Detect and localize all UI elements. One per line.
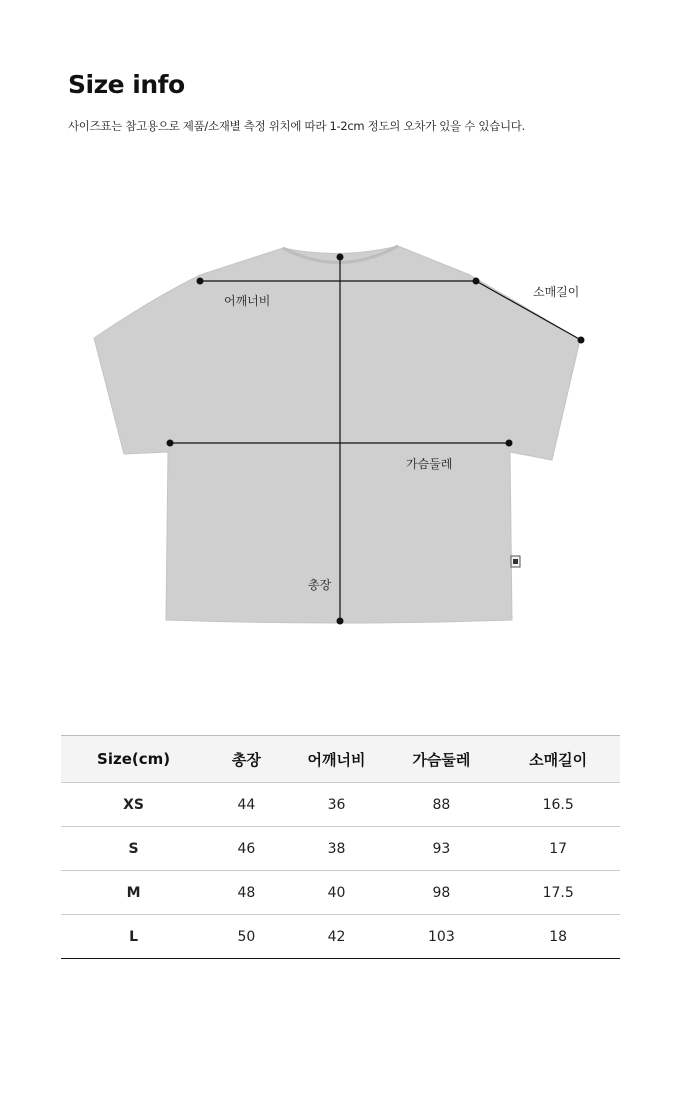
- length-cell: 44: [206, 783, 286, 827]
- chest-right-point: [506, 440, 513, 447]
- header-chest: 가슴둘레: [386, 736, 496, 783]
- size-cell: S: [61, 827, 206, 871]
- length-label: 총장: [308, 578, 332, 592]
- table-row: [61, 915, 620, 959]
- length-cell: 50: [206, 915, 286, 959]
- size-table: [61, 735, 620, 959]
- length-cell: 46: [206, 827, 286, 871]
- chest-cell: 93: [386, 827, 496, 871]
- tshirt-illustration: [94, 246, 580, 623]
- page-title: Size info: [68, 70, 185, 99]
- tshirt-measurement-diagram: [0, 230, 680, 650]
- shoulder-cell: 42: [287, 915, 387, 959]
- chest-label: 가슴둘레: [406, 457, 453, 471]
- size-note: 사이즈표는 참고용으로 제품/소재별 측정 위치에 따라 1-2cm 정도의 오차가 있을 수 있습니다.: [68, 119, 525, 133]
- sleeve-label: 소매길이: [533, 285, 580, 299]
- shoulder-cell: 38: [287, 827, 387, 871]
- shoulder-cell: 40: [287, 871, 387, 915]
- size-cell: XS: [61, 783, 206, 827]
- chest-cell: 103: [386, 915, 496, 959]
- sleeve-cell: 16.5: [496, 783, 620, 827]
- header-size: Size(cm): [61, 736, 206, 783]
- shoulder-right-point: [473, 278, 480, 285]
- chest-left-point: [167, 440, 174, 447]
- size-cell: L: [61, 915, 206, 959]
- length-top-point: [337, 254, 344, 261]
- header-shoulder: 어깨너비: [287, 736, 387, 783]
- header-sleeve: 소매길이: [496, 736, 620, 783]
- chest-cell: 88: [386, 783, 496, 827]
- sleeve-cell: 18: [496, 915, 620, 959]
- table-row: [61, 871, 620, 915]
- sleeve-end-point: [578, 337, 585, 344]
- shoulder-left-point: [197, 278, 204, 285]
- table-row: [61, 783, 620, 827]
- shoulder-label: 어깨너비: [224, 294, 271, 308]
- sleeve-cell: 17.5: [496, 871, 620, 915]
- length-bottom-point: [337, 618, 344, 625]
- chest-cell: 98: [386, 871, 496, 915]
- header-length: 총장: [206, 736, 286, 783]
- shoulder-cell: 36: [287, 783, 387, 827]
- table-row: [61, 827, 620, 871]
- size-cell: M: [61, 871, 206, 915]
- size-table-header: [61, 736, 620, 783]
- length-cell: 48: [206, 871, 286, 915]
- sleeve-cell: 17: [496, 827, 620, 871]
